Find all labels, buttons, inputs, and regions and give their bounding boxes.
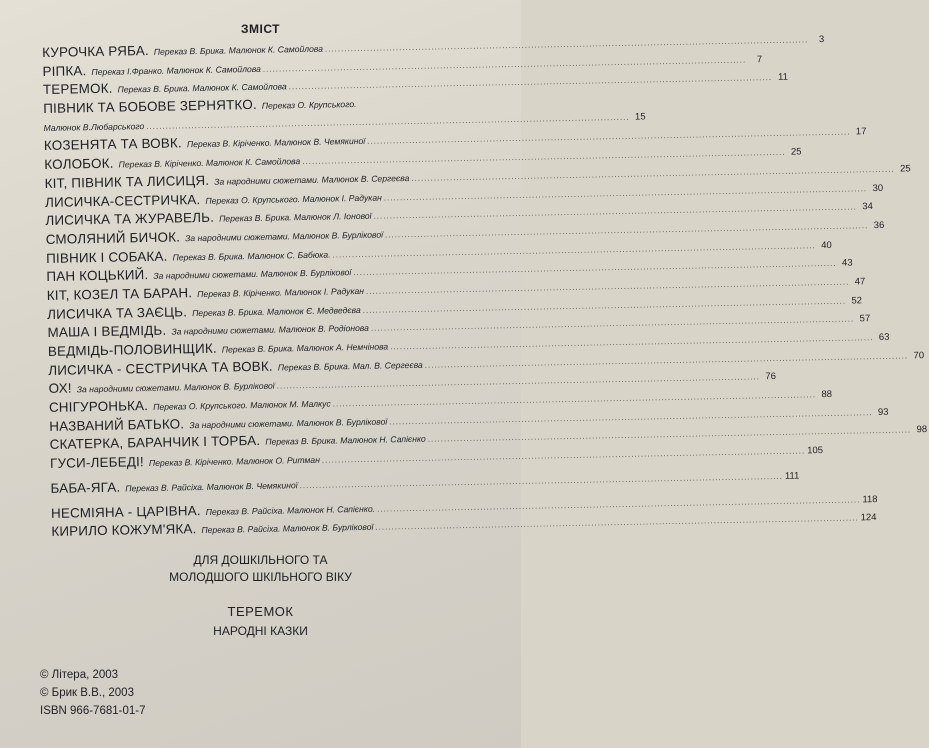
audience-note [0, 552, 521, 586]
toc-entry-credits: Переказ В. Райсіха. Малюнок В. Чемякиної [125, 479, 298, 494]
toc-entry-title: СНІГУРОНЬКА. [48, 398, 149, 415]
toc-entry-page: 70 [913, 349, 925, 362]
audience-line-1: ДЛЯ ДОШКІЛЬНОГО ТА [193, 553, 328, 567]
book-subtitle: НАРОДНІ КАЗКИ [213, 624, 308, 638]
toc-entry-page: 63 [878, 331, 890, 343]
toc-entry-page: 105 [807, 445, 824, 457]
toc-entry-page: 7 [756, 53, 763, 65]
toc-entry [50, 470, 800, 498]
toc-entry-page: 3 [818, 33, 825, 46]
toc-leader-dots [299, 468, 783, 496]
toc-entry-title: КІТ, КОЗЕЛ ТА БАРАН. [46, 285, 193, 303]
toc-entry-page: 40 [821, 239, 832, 251]
toc-entry-title: ПАН КОЦЬКИЙ. [46, 267, 149, 285]
toc-entry-title: ОХ! [48, 380, 72, 397]
toc-entry-page: 98 [916, 424, 928, 436]
toc-entry-credits: Переказ В. Райсіха. Малюнок Н. Сапієнко. [205, 503, 376, 517]
toc-entry-title: КОЗЕНЯТА ТА ВОВК. [43, 135, 183, 154]
toc-entry-title: СКАТЕРКА, БАРАНЧИК І ТОРБА. [49, 433, 261, 453]
toc-entry-title: МАША І ВЕДМІДЬ. [47, 322, 167, 341]
toc-entry-credits: Переказ В. Кіріченко. Малюнок К. Самойлова [118, 156, 301, 170]
toc-entry-credits: Переказ В. Райсіха. Малюнок В. Бурлікової [201, 521, 374, 536]
toc-entry-title: ВЕДМІДЬ-ПОЛОВИНЩИК. [47, 340, 217, 359]
toc-entry-page: 111 [784, 470, 800, 482]
toc-entry-credits: Переказ В. Брика. Малюнок Є. Медведєва [192, 304, 361, 318]
toc-entry-credits: Переказ В. Кіріченко. Малюнок В. Чемякиної [186, 136, 366, 150]
toc-entry-page: 57 [859, 313, 871, 325]
toc-entry-credits: Переказ В. Кіріченко. Малюнок І. Радукан [197, 285, 365, 300]
toc-entry-credits: За народними сюжетами. Малюнок В. Родіонова [171, 323, 369, 337]
toc-entry-title: ЛИСИЧКА ТА ЖУРАВЕЛЬ. [45, 209, 215, 229]
toc-entry-title: НАЗВАНИЙ БАТЬКО. [49, 416, 185, 434]
toc-entry-title: РІПКА. [42, 62, 87, 79]
toc-entry-title: СМОЛЯНИЙ БИЧОК. [45, 229, 181, 247]
toc-entry-page: 124 [860, 512, 877, 524]
toc-entry-title: НЕСМІЯНА - ЦАРІВНА. [50, 502, 201, 521]
toc-entry-credits: Переказ В. Брика. Мал. В. Сергеєва [277, 359, 423, 373]
isbn: ISBN 966-7681-01-7 [40, 705, 146, 717]
toc-entry-credits: Переказ В. Кіріченко. Малюнок О. Ритман [148, 454, 320, 469]
toc-entry-credits: Переказ В. Брика. Малюнок Н. Сапієнко [265, 434, 426, 448]
toc-entry-title: КИРИЛО КОЖУМ'ЯКА. [51, 521, 197, 540]
toc-entry-page: 43 [841, 257, 853, 269]
contents-heading: ЗМІСТ [240, 22, 281, 36]
toc-entry-page: 30 [872, 182, 884, 194]
toc-entry-page: 25 [790, 146, 802, 158]
toc-entry-page: 36 [873, 219, 885, 231]
toc-entry-title: ПІВНИК І СОБАКА. [45, 248, 168, 266]
toc-entry-credits: Переказ І.Франко. Малюнок К. Самойлова [91, 63, 261, 77]
audience-line-2: МОЛОДШОГО ШКІЛЬНОГО ВІКУ [169, 570, 352, 584]
toc-entry-title: ЛИСИЧКА - СЕСТРИЧКА ТА ВОВК. [48, 358, 273, 378]
toc-entry-title: БАБА-ЯГА. [50, 479, 121, 496]
toc-entry-title: КІТ, ПІВНИК ТА ЛИСИЦЯ. [44, 172, 210, 191]
toc-entry-page: 52 [851, 294, 863, 307]
toc-entry-credits: Переказ В. Брика. Малюнок А. Немчінова [221, 341, 389, 355]
table-of-contents [42, 33, 928, 541]
book-title: ТЕРЕМОК [227, 604, 294, 619]
toc-entry-title: ТЕРЕМОК. [42, 81, 113, 98]
publisher-copyright: © Літера, 2003 [40, 669, 119, 681]
toc-entry-credits: Переказ В. Брика. Малюнок Л. Іонової [219, 210, 372, 224]
toc-entry-page: 47 [854, 276, 866, 288]
toc-entry-page: 88 [821, 388, 833, 401]
toc-entry-title: ГУСИ-ЛЕБЕДІ! [49, 454, 145, 472]
toc-entry-page: 11 [778, 72, 789, 84]
toc-entry-credits: Переказ О. Крупського. Малюнок М. Малкус [153, 398, 331, 412]
toc-entry-credits: За народними сюжетами. Малюнок В. Бурлікової [184, 229, 384, 244]
toc-entry-credits: Переказ О. Крупського. Малюнок І. Радукан [205, 192, 382, 206]
toc-entry-title: ПІВНИК ТА БОБОВЕ ЗЕРНЯТКО. [43, 96, 257, 117]
imprint-block [40, 666, 145, 720]
toc-entry-page: 15 [634, 111, 646, 123]
toc-entry-credits: Переказ В. Брика. Малюнок К. Самойлова [153, 43, 324, 57]
toc-entry-credits: Переказ В. Брика. Малюнок С. Бабюка. [172, 249, 331, 263]
toc-entry-credits: Переказ В. Брика. Малюнок К. Самойлова [117, 81, 287, 95]
toc-entry-title: КУРОЧКА РЯБА. [42, 42, 149, 60]
toc-entry-credits: За народними сюжетами. Малюнок В. Бурлікової [153, 267, 352, 282]
toc-entry-credits: За народними сюжетами. Малюнок В. Сергеєва [214, 172, 410, 187]
toc-entry-page: 118 [862, 493, 878, 505]
toc-entry-page: 34 [862, 201, 873, 213]
toc-entry-page: 93 [877, 406, 889, 418]
toc-entry-title: ЛИСИЧКА-СЕСТРИЧКА. [44, 191, 201, 210]
toc-entry-page: 76 [765, 371, 777, 383]
toc-entry-credits: За народними сюжетами. Малюнок В. Бурлікової [76, 380, 275, 395]
toc-entry-title: ЛИСИЧКА ТА ЗАЄЦЬ. [47, 303, 188, 322]
toc-entry-credits: Малюнок В.Любарського [43, 120, 145, 133]
author-copyright: © Брик В.В., 2003 [40, 687, 134, 699]
toc-entry-credits: Переказ О. Крупського. [261, 99, 357, 111]
toc-entry-page: 25 [899, 163, 911, 175]
toc-entry-credits: За народними сюжетами. Малюнок В. Бурлікової [189, 416, 388, 430]
toc-entry-title: КОЛОБОК. [44, 155, 114, 173]
toc-entry-page: 17 [855, 126, 867, 138]
